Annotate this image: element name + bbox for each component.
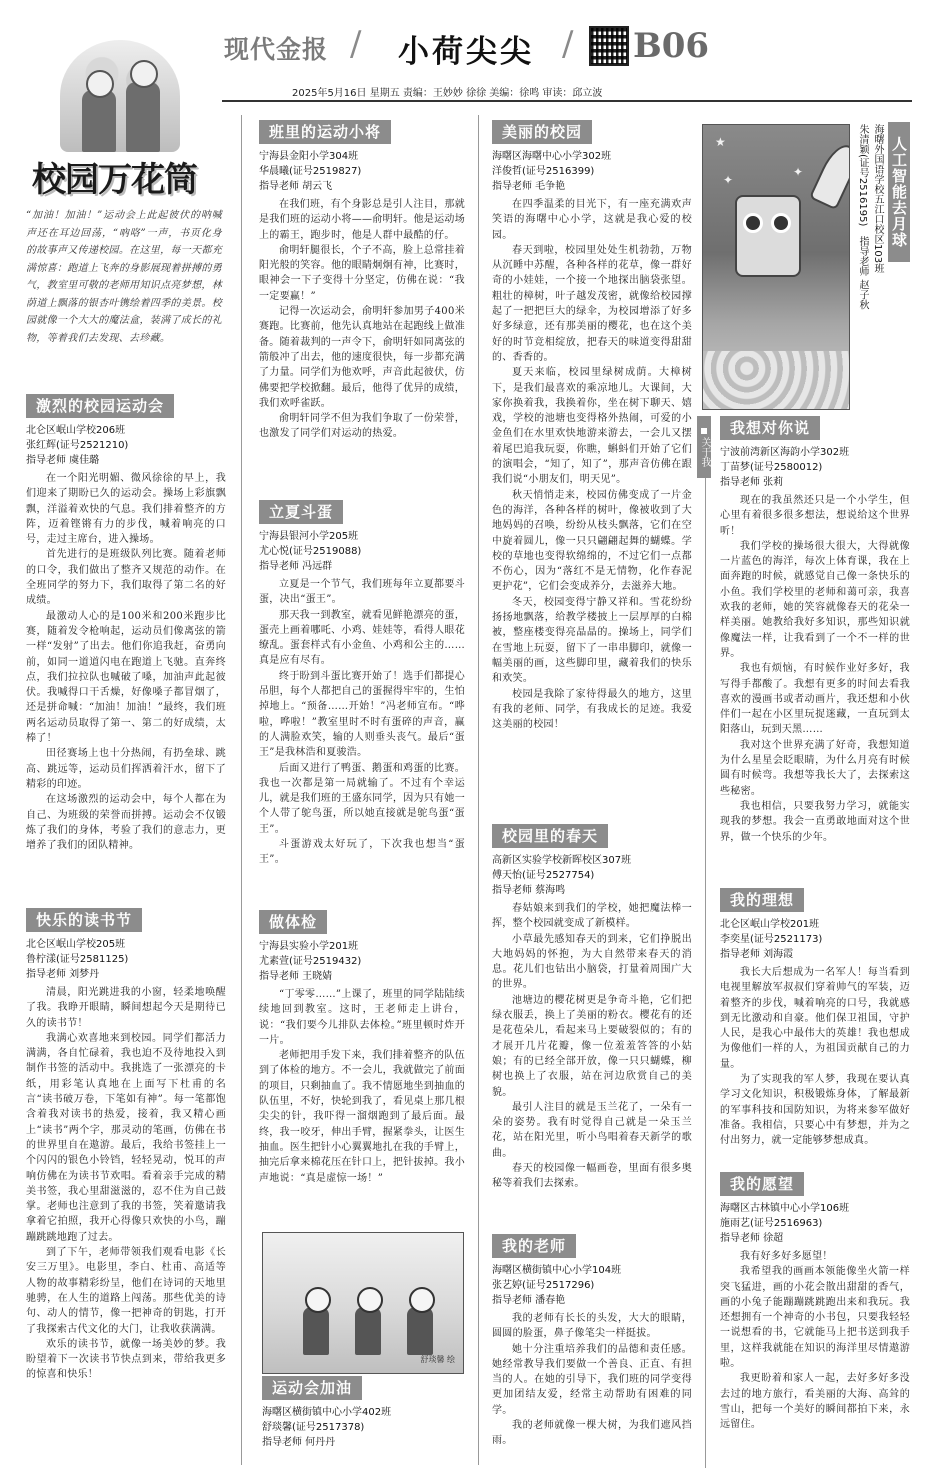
paragraph: 终于盼到斗蛋比赛开始了！选手们都提心吊胆，每个人都把自己的蛋握得牢牢的，生怕掉地上。“预备……开始！”冯老师宣布。“哗啦，哗啦！”教室里时不时有蛋碎的声音，赢的人满脸欢笑，输的人则垂头丧气。最后“蛋王”是我林浩和夏骏浩。 <box>259 670 465 759</box>
article-heading: 运动会加油 <box>262 1376 362 1400</box>
paragraph: 在四季温柔的目光下，有一座充满欢声笑语的海曙中心小学，这就是我心爱的校园。 <box>492 199 692 241</box>
paragraph: 在这场激烈的运动会中，每个人都在为自己、为班级的荣誉而拼搏。运动会不仅锻炼了我们的身体，考验了我们的意志力，更增养了我们的团队精神。 <box>26 794 226 852</box>
article-heading: 快乐的读书节 <box>26 908 142 932</box>
article-body <box>26 985 226 1383</box>
article-body <box>720 965 910 1149</box>
drawing-kid-head <box>409 1287 435 1313</box>
moon-surface <box>703 351 849 409</box>
article-sports-star <box>259 120 465 442</box>
article-teacher: 指导老师 张莉 <box>720 477 784 488</box>
article-teacher: 指导老师 王晓婧 <box>259 971 333 982</box>
article-heading: 我想对你说 <box>720 416 820 440</box>
drawing-kid <box>407 1307 433 1355</box>
ai-article-author-name: 朱清颖(证号2516195) <box>857 124 868 227</box>
paragraph: 首先进行的是班级队列比赛。随着老师的口令，我们做出了整齐又规范的动作。在全班同学的努力下，我们取得了第二名的好成绩。 <box>26 549 226 607</box>
paragraph: 春姑娘来到我们的学校，她把魔法棒一挥，整个校园就变成了新模样。 <box>492 903 692 930</box>
robot-eye <box>771 213 791 233</box>
article-author: 张红辉(证号2521210) <box>26 440 129 451</box>
article-author: 鲁柠漾(证号2581125) <box>26 954 129 965</box>
drawing-kid-head <box>305 1287 331 1313</box>
article-body <box>259 197 465 442</box>
paragraph: 我也相信，只要我努力学习，就能实现我的梦想。我会一直勇敢地面对这个世界，做一个快乐的少年。 <box>720 800 910 843</box>
article-school: 北仑区岷山学校206班 <box>26 425 126 436</box>
paragraph: 清晨，阳光跳进我的小窗，轻柔地唤醒了我。我睁开眼睛，瞬间想起今天是期待已久的读书节！ <box>26 987 226 1029</box>
article-teacher: 指导老师 潘春艳 <box>492 1295 566 1306</box>
section-title: 小荷尖尖 <box>398 34 534 70</box>
article-heading: 我的愿望 <box>720 1172 804 1196</box>
section-tag <box>697 416 711 478</box>
article-school: 宁海县实验小学201班 <box>259 941 359 952</box>
article-heading: 我的老师 <box>492 1234 576 1258</box>
article-author: 尤素萱(证号2519432) <box>259 956 362 967</box>
article-school: 海曙区横街镇中心小学402班 <box>262 1407 392 1418</box>
ai-article-school: 海曙外国语学校五江口校区103班 <box>872 124 883 274</box>
article-teacher: 指导老师 刘梦丹 <box>26 969 100 980</box>
paragraph: 最激动人心的是100米和200米跑步比赛，随着发令枪响起，运动员们像离弦的箭一样“发射”了出去。他们你追我赶，奋勇向前，如同一道道闪电在跑道上飞驰。直奔终点，我们拉拉队也喊破了嗓，加油声此起彼伏。我喊得口干舌燥，好像嗓子都冒烟了，还是拼命喊：“加油！加油！”最终，我们班两名运动员取得了第一、第二的好成绩，太棒了！ <box>26 610 226 745</box>
article-school: 北仑区岷山学校201班 <box>720 919 820 930</box>
article-my-ideal <box>720 888 910 1149</box>
paragraph: 田径赛场上也十分热闹，有扔垒球、跳高、跳远等，运动员们挥洒着汗水，留下了精彩的印迹。 <box>26 748 226 790</box>
paragraph: 我更盼着和家人一起，去好多好多没去过的地方旅行，看美丽的大海、高耸的雪山，把每一个美好的瞬间都拍下来，永远留住。 <box>720 1373 910 1431</box>
paragraph: 到了下午，老师带领我们观看电影《长安三万里》。电影里，李白、杜甫、高适等人物的故事精彩纷呈，他们在诗词的天地里驰骋，在人生的道路上闯荡。那些优美的诗句、动人的情节，像一把神奇的钥匙，打开了我探索古代文化的大门，让我收获满满。 <box>26 1247 226 1335</box>
date-line: 2025年5月16日 星期五 责编：王妙妙 徐徐 美编：徐鸣 审读：邱立波 <box>292 88 603 99</box>
article-body <box>720 1249 910 1433</box>
star-icon: ✦ <box>793 165 804 179</box>
article-heading: 激烈的校园运动会 <box>26 394 174 418</box>
paragraph: 后面又进行了鸭蛋、鹅蛋和鸡蛋的比赛。我也一次都是第一局就输了。不过有个幸运儿，就是我们班的王盛东同学，因为只有她一个人带了鸵鸟蛋，所以她直接就是鸵鸟蛋“蛋王”。 <box>259 762 465 835</box>
kid-head <box>130 60 158 88</box>
article-author: 李奕星(证号2521173) <box>720 934 823 945</box>
paragraph: 春天到啦，校园里处处生机勃勃，万物从沉睡中苏醒，各种各样的花草，像一群好奇的小娃娃，一个接一个地探出脑袋张望。粗壮的樟树，叶子越发茂密，就像给校园撑起了一把把巨大的绿伞，为校园增添了好多好多绿意，还有那美丽的樱花，也在这个美好的时节竞相绽放，把春天的味道变得甜甜的、香香的。 <box>492 244 692 363</box>
article-author: 张艺婷(证号2517296) <box>492 1280 595 1291</box>
paragraph: 冬天，校园变得宁静又祥和。雪花纷纷扬扬地飘落，给教学楼披上一层厚厚的白棉被，整座楼变得亮晶晶的。操场上，同学们在雪地上玩耍，留下了一串串脚印，就像一幅美丽的画，这些脚印里，藏着我们的快乐和欢笑。 <box>492 596 692 685</box>
ai-article-heading: 人工智能去月球 <box>888 122 910 262</box>
qr-code-icon[interactable] <box>589 26 629 66</box>
paragraph: 我们学校的操场很大很大，大得就像一片蓝色的海洋，每次上体育课，我在上面奔跑的时候，就感觉自己像一条快乐的小鱼。我们学校里的老师和蔼可亲，我喜欢我的老师，她的笑容就像春天的花朵一样美丽。她教给我好多知识，那些知识就像魔法一样，让我看到了一个不一样的世界。 <box>720 540 910 659</box>
paragraph: 我的老师有长长的头发，大大的眼睛，圆圆的脸蛋，鼻子像笔尖一样挺拔。 <box>492 1313 692 1340</box>
paragraph: 在我们班，有个身影总是引人注目，那就是我们班的运动小将——俞明轩。他是运动场上的霸王，跑步时，他是人群中最酷的仔。 <box>259 199 465 241</box>
article-author: 尤心悦(证号2519088) <box>259 546 362 557</box>
column-rule <box>705 478 706 1468</box>
article-school: 北仑区岷山学校205班 <box>26 939 126 950</box>
paragraph: 记得一次运动会，俞明轩参加男子400米赛跑。比赛前，他先认真地站在起跑线上做准备。随着裁判的一声令下，俞明轩如同离弦的箭般冲了出去，他的速度很快，每一步都充满了力量。同学们为他欢呼，声音此起彼伏，仿佛要把学校掀翻。最后，他得了优异的成绩，我们欢呼雀跃。 <box>259 306 465 409</box>
kids-illustration <box>60 40 180 152</box>
drawing-kid <box>355 1307 381 1355</box>
paragraph: 俞明轩腿很长，个子不高，脸上总常挂着阳光般的笑容。他的眼睛炯炯有神，比赛时，眼神会一下子变得十分坚定，仿佛在说：“我一定要赢！” <box>259 244 465 302</box>
kid-figure <box>82 90 116 152</box>
article-heading: 美丽的校园 <box>492 120 592 144</box>
paragraph: 老师把用手发下来，我们排着整齐的队伍到了体检的地方。不一会儿，我就做完了前面的项目，只剩抽血了。我不情愿地坐到抽血的队伍里，不好，快轮到我了，看见桌上那几根尖尖的针，我吓得一溜烟跑到了最后面。最终，我一咬牙，伸出手臂，握紧拳头，让医生抽血。医生把针小心翼翼地扎在我的手臂上，抽完后拿来棉花压在针口上，把针拔掉。我小声地说：“真是虚惊一场！” <box>259 1050 465 1184</box>
article-teacher: 指导老师 蔡海鸣 <box>492 885 566 896</box>
paragraph: 欢乐的读书节，就像一场美妙的梦。我盼望着下一次读书节快点到来，带给我更多的惊喜和快乐！ <box>26 1338 226 1381</box>
kid-figure <box>126 82 160 152</box>
paragraph: 最引人注目的就是玉兰花了，一朵有一朵的姿势。我有时觉得自己就是一朵玉兰花，站在阳光里，听小鸟唱着春天新学的歌曲。 <box>492 1101 692 1159</box>
paragraph: 春天的校园像一幅画卷，里面有很多奥秘等着我们去探索。 <box>492 1163 692 1190</box>
rocket-icon <box>809 140 850 211</box>
kid-head <box>86 70 114 98</box>
article-heading: 班里的运动小将 <box>259 120 391 144</box>
article-body <box>492 1311 692 1449</box>
paragraph: 立夏是一个节气，我们班每年立夏都要斗蛋，决出“蛋王”。 <box>259 579 465 606</box>
article-heading: 立夏斗蛋 <box>259 500 343 524</box>
star-icon: ✦ <box>723 173 734 187</box>
section-tag-label: 关于我 <box>699 436 710 467</box>
drawing-caption: 舒琰馨 绘 <box>420 1355 455 1364</box>
paragraph: 我希望我的画画本领能像坐火箭一样突飞猛进，画的小花会散出甜甜的香气，画的小兔子能蹦蹦跳跳跑出来和我玩。我还想拥有一个神奇的小书包，只要我轻轻一说想看的书，它就能马上把书送到我手里，这样我就能在知识的海洋里尽情遨游啦。 <box>720 1266 910 1370</box>
paragraph: 池塘边的樱花树更是争奇斗艳，它们把绿衣服丢，换上了美丽的粉衣。樱花有的还是花苞朵儿，看起来马上要破裂似的；有的才展开几片花瓣，像一位羞羞答答的小姑娘；有的已经全部开放，像一只只蝴蝶，柳树也换上了衣服，站在河边欣赏自己的美貌。 <box>492 994 692 1098</box>
paragraph: 在一个阳光明媚、微风徐徐的早上，我们迎来了期盼已久的运动会。操场上彩旗飘飘，洋溢着欢快的气息。我们排着整齐的方阵，迈着铿锵有力的步伐，喊着响亮的口号，走过主席台，进入操场。 <box>26 473 226 546</box>
article-school: 海曙区古林镇中心小学106班 <box>720 1203 850 1214</box>
paragraph: 夏天来临，校园里绿树成荫。大樟树下，是我们最喜欢的乘凉地儿。大课间，大家你换着我，我换着你，坐在树下聊天、嬉戏，学校的池塘也变得格外热闹，可爱的小金鱼们在水里欢快地游来游去，一会儿又摆着尾巴追我玩耍，你瞧，蝌蚪们开始了它们的演唱会，“知了，知了”，那声音仿佛在跟我们说“小朋友们，明天见”。 <box>492 367 692 486</box>
paragraph: 我对这个世界充满了好奇，我想知道为什么星星会眨眼睛，为什么月亮有时候圆有时候弯。我想等我长大了，去探索这些秘密。 <box>720 739 910 797</box>
article-heading: 我的理想 <box>720 888 804 912</box>
paper-name: 现代金报 <box>224 35 329 64</box>
article-egg-battle <box>259 500 465 868</box>
article-campus-spring <box>492 824 692 1192</box>
article-health-check <box>259 910 465 1186</box>
article-school: 宁海县金阳小学304班 <box>259 151 359 162</box>
article-author: 施雨艺(证号2516963) <box>720 1218 823 1229</box>
article-teacher: 指导老师 徐超 <box>720 1233 784 1244</box>
article-body <box>720 493 910 845</box>
divider-slash: / <box>562 24 574 64</box>
article-school: 宁波前湾新区海韵小学302班 <box>720 447 850 458</box>
article-teacher: 指导老师 毛争艳 <box>492 181 566 192</box>
article-sports-meet <box>26 394 226 853</box>
article-teacher: 指导老师 胡云飞 <box>259 181 333 192</box>
article-author: 舒琰馨(证号2517378) <box>262 1422 365 1433</box>
article-body <box>492 901 692 1192</box>
article-my-wish <box>720 1172 910 1433</box>
paragraph: 她十分注重培养我们的品德和责任感。她经常教导我们要做一个善良、正直、有担当的人。在她的引导下，我们班的同学变得更加团结友爱，经常主动帮助有困难的同学。 <box>492 1343 692 1416</box>
article-heading: 做体检 <box>259 910 327 934</box>
article-body <box>259 577 465 868</box>
article-reading-festival <box>26 908 226 1383</box>
drawing-sports-cheer <box>262 1232 464 1374</box>
ai-article-author <box>855 124 869 310</box>
paragraph: 为了实现我的军人梦，我现在要认真学习文化知识，积极锻炼身体，了解最新的军事科技和国防知识，为将来参军做好准备。我相信，只要心中有梦想，并为之付出努力，就一定能够梦想成真。 <box>720 1074 910 1147</box>
column-rule <box>478 115 479 1465</box>
article-my-teacher <box>492 1234 692 1449</box>
article-school: 宁海县银河小学205班 <box>259 531 359 542</box>
article-cheer-caption <box>262 1376 468 1450</box>
article-teacher: 指导老师 冯远群 <box>259 561 333 572</box>
article-to-you <box>720 416 910 845</box>
paragraph: 我也有烦恼，有时候作业好多好，我写得手都酸了。我想有更多的时间去看我喜欢的漫画书或者动画片，我还想和小伙伴们一起在小区里玩捉迷藏，一直玩到太阳落山，玩到天黑…… <box>720 663 910 736</box>
paragraph: 小草最先感知春天的到来，它们挣脱出大地妈妈的怀抱，为大自然带来春天的消息。花儿们也钻出小脑袋，打量着周围广大的世界。 <box>492 933 692 991</box>
article-beautiful-campus <box>492 120 692 732</box>
paragraph: 我的老师就像一棵大树，为我们遮风挡雨。 <box>492 1420 692 1447</box>
paragraph: 秋天悄悄走来，校园仿佛变成了一片金色的海洋，各种各样的树叶，像被收到了大地妈妈的召唤，纷纷从枝头飘落，它们在空中旋着圆儿，像一只只翩翩起舞的蝴蝶。学校的草地也变得软绵绵的，不过它们一点都不伤心，因为“落红不是无情物，化作春泥更护花”，它们会变成养分，去滋养大地。 <box>492 489 692 593</box>
paragraph: 我长大后想成为一名军人！每当看到电视里解放军叔叔们穿着帅气的军装，迈着整齐的步伐，喊着响亮的口号，我就感到无比激动和自豪。他们保卫祖国，守护人民，是我心中最伟大的英雄！我也想成为像他们一样的人，为祖国贡献自己的力量。 <box>720 967 910 1070</box>
article-author: 华晨曦(证号2519827) <box>259 166 362 177</box>
masthead-rule <box>222 100 912 102</box>
article-body <box>26 471 226 853</box>
paragraph: 我有好多好多愿望！ <box>740 1251 833 1262</box>
paragraph: 现在的我虽然还只是一个小学生，但心里有着很多很多想法，想说给这个世界听！ <box>720 495 910 537</box>
paragraph: 俞明轩同学不但为我们争取了一份荣誉，也激发了同学们对运动的热爱。 <box>259 413 465 440</box>
article-body <box>492 197 692 732</box>
intro-block <box>20 12 220 392</box>
article-school: 海曙区海曙中心小学302班 <box>492 151 612 162</box>
article-school: 海曙区横街镇中心小学104班 <box>492 1265 622 1276</box>
divider-slash: / <box>350 24 362 64</box>
article-heading: 校园里的春天 <box>492 824 608 848</box>
paragraph: 我满心欢喜地来到校园。同学们都活力满满，各自忙碌着，我也迫不及待地投入到制作书签的活动中。我挑选了一张漂亮的卡纸，用彩笔认真地在上面写下杜甫的名言“读书破万卷，下笔如有神”。每一笔都饱含着我对读书的热爱，接着，我又精心画上“读书”两个字，那灵动的笔画，仿佛在书的世界里自在遨游。最后，我给书签挂上一个闪闪的银色小铃铛，轻轻晃动，悦耳的声响仿佛在为读书节欢唱。看着亲手完成的精美书签，我心里甜滋滋的，忍不住为自己鼓掌。老师也注意到了我的书签，笑着邀请我拿着它拍照，我开心得像只欢快的小鸟，蹦蹦跳跳地跑了过去。 <box>26 1032 226 1243</box>
paragraph: “丁零零……”上课了，班里的同学陆陆续续地回到教室。这时，王老师走上讲台，说：“我们要今儿排队去体检。”班里顿时炸开一片。 <box>259 989 465 1046</box>
article-teacher: 指导老师 虞佳璐 <box>26 455 100 466</box>
article-author: 丁苗梦(证号2580012) <box>720 462 823 473</box>
drawing-kid <box>303 1307 329 1355</box>
ai-article-teacher: 指导老师 赵子秋 <box>857 236 868 310</box>
article-body <box>259 987 465 1186</box>
robot-eye <box>743 213 763 233</box>
article-teacher: 指导老师 何丹丹 <box>262 1437 336 1448</box>
star-icon: ★ <box>715 135 726 149</box>
article-author: 傅天怡(证号2527754) <box>492 870 595 881</box>
robot-icon <box>735 195 801 277</box>
paragraph: 校园是我除了家待得最久的地方，这里有我的老师、同学，有我成长的足迹。我爱这美丽的校园！ <box>492 688 692 731</box>
article-school: 高新区实验学校新晖校区307班 <box>492 855 632 866</box>
column-rule <box>241 115 242 1465</box>
page-number: B06 <box>633 26 710 66</box>
painting-ai-moon <box>702 124 850 410</box>
intro-text: “加油！加油！”运动会上此起彼伏的呐喊声还在耳边回荡，“吶咯”一声，书页化身的故事声又传递校园。在这里，每一天都充满惊喜：跑道上飞奔的身影展现着拼搏的勇气，教室里可敬的老师用知识点亮梦想，林荫道上飘落的银杏叶镌绘着四季的美景。校园就像一个大大的魔法盒，装满了成长的礼物，等着我们去发现、去珍藏。 <box>26 210 222 344</box>
paragraph: 那天我一到教室，就看见鲜艳漂亮的蛋，蛋壳上画着哪吒、小鸡、娃娃等，看得人眼花缭乱。蛋套样式有小金鱼、小鸡和公主的……真是应有尽有。 <box>259 609 465 667</box>
square-bullet-icon <box>701 428 707 434</box>
drawing-kid-head <box>357 1287 383 1313</box>
paragraph: 斗蛋游戏太好玩了，下次我也想当“蛋王”。 <box>259 839 465 866</box>
article-teacher: 指导老师 刘海霞 <box>720 949 794 960</box>
article-author: 洋俊哲(证号2516399) <box>492 166 595 177</box>
intro-title: 校园万花筒 <box>32 160 197 200</box>
